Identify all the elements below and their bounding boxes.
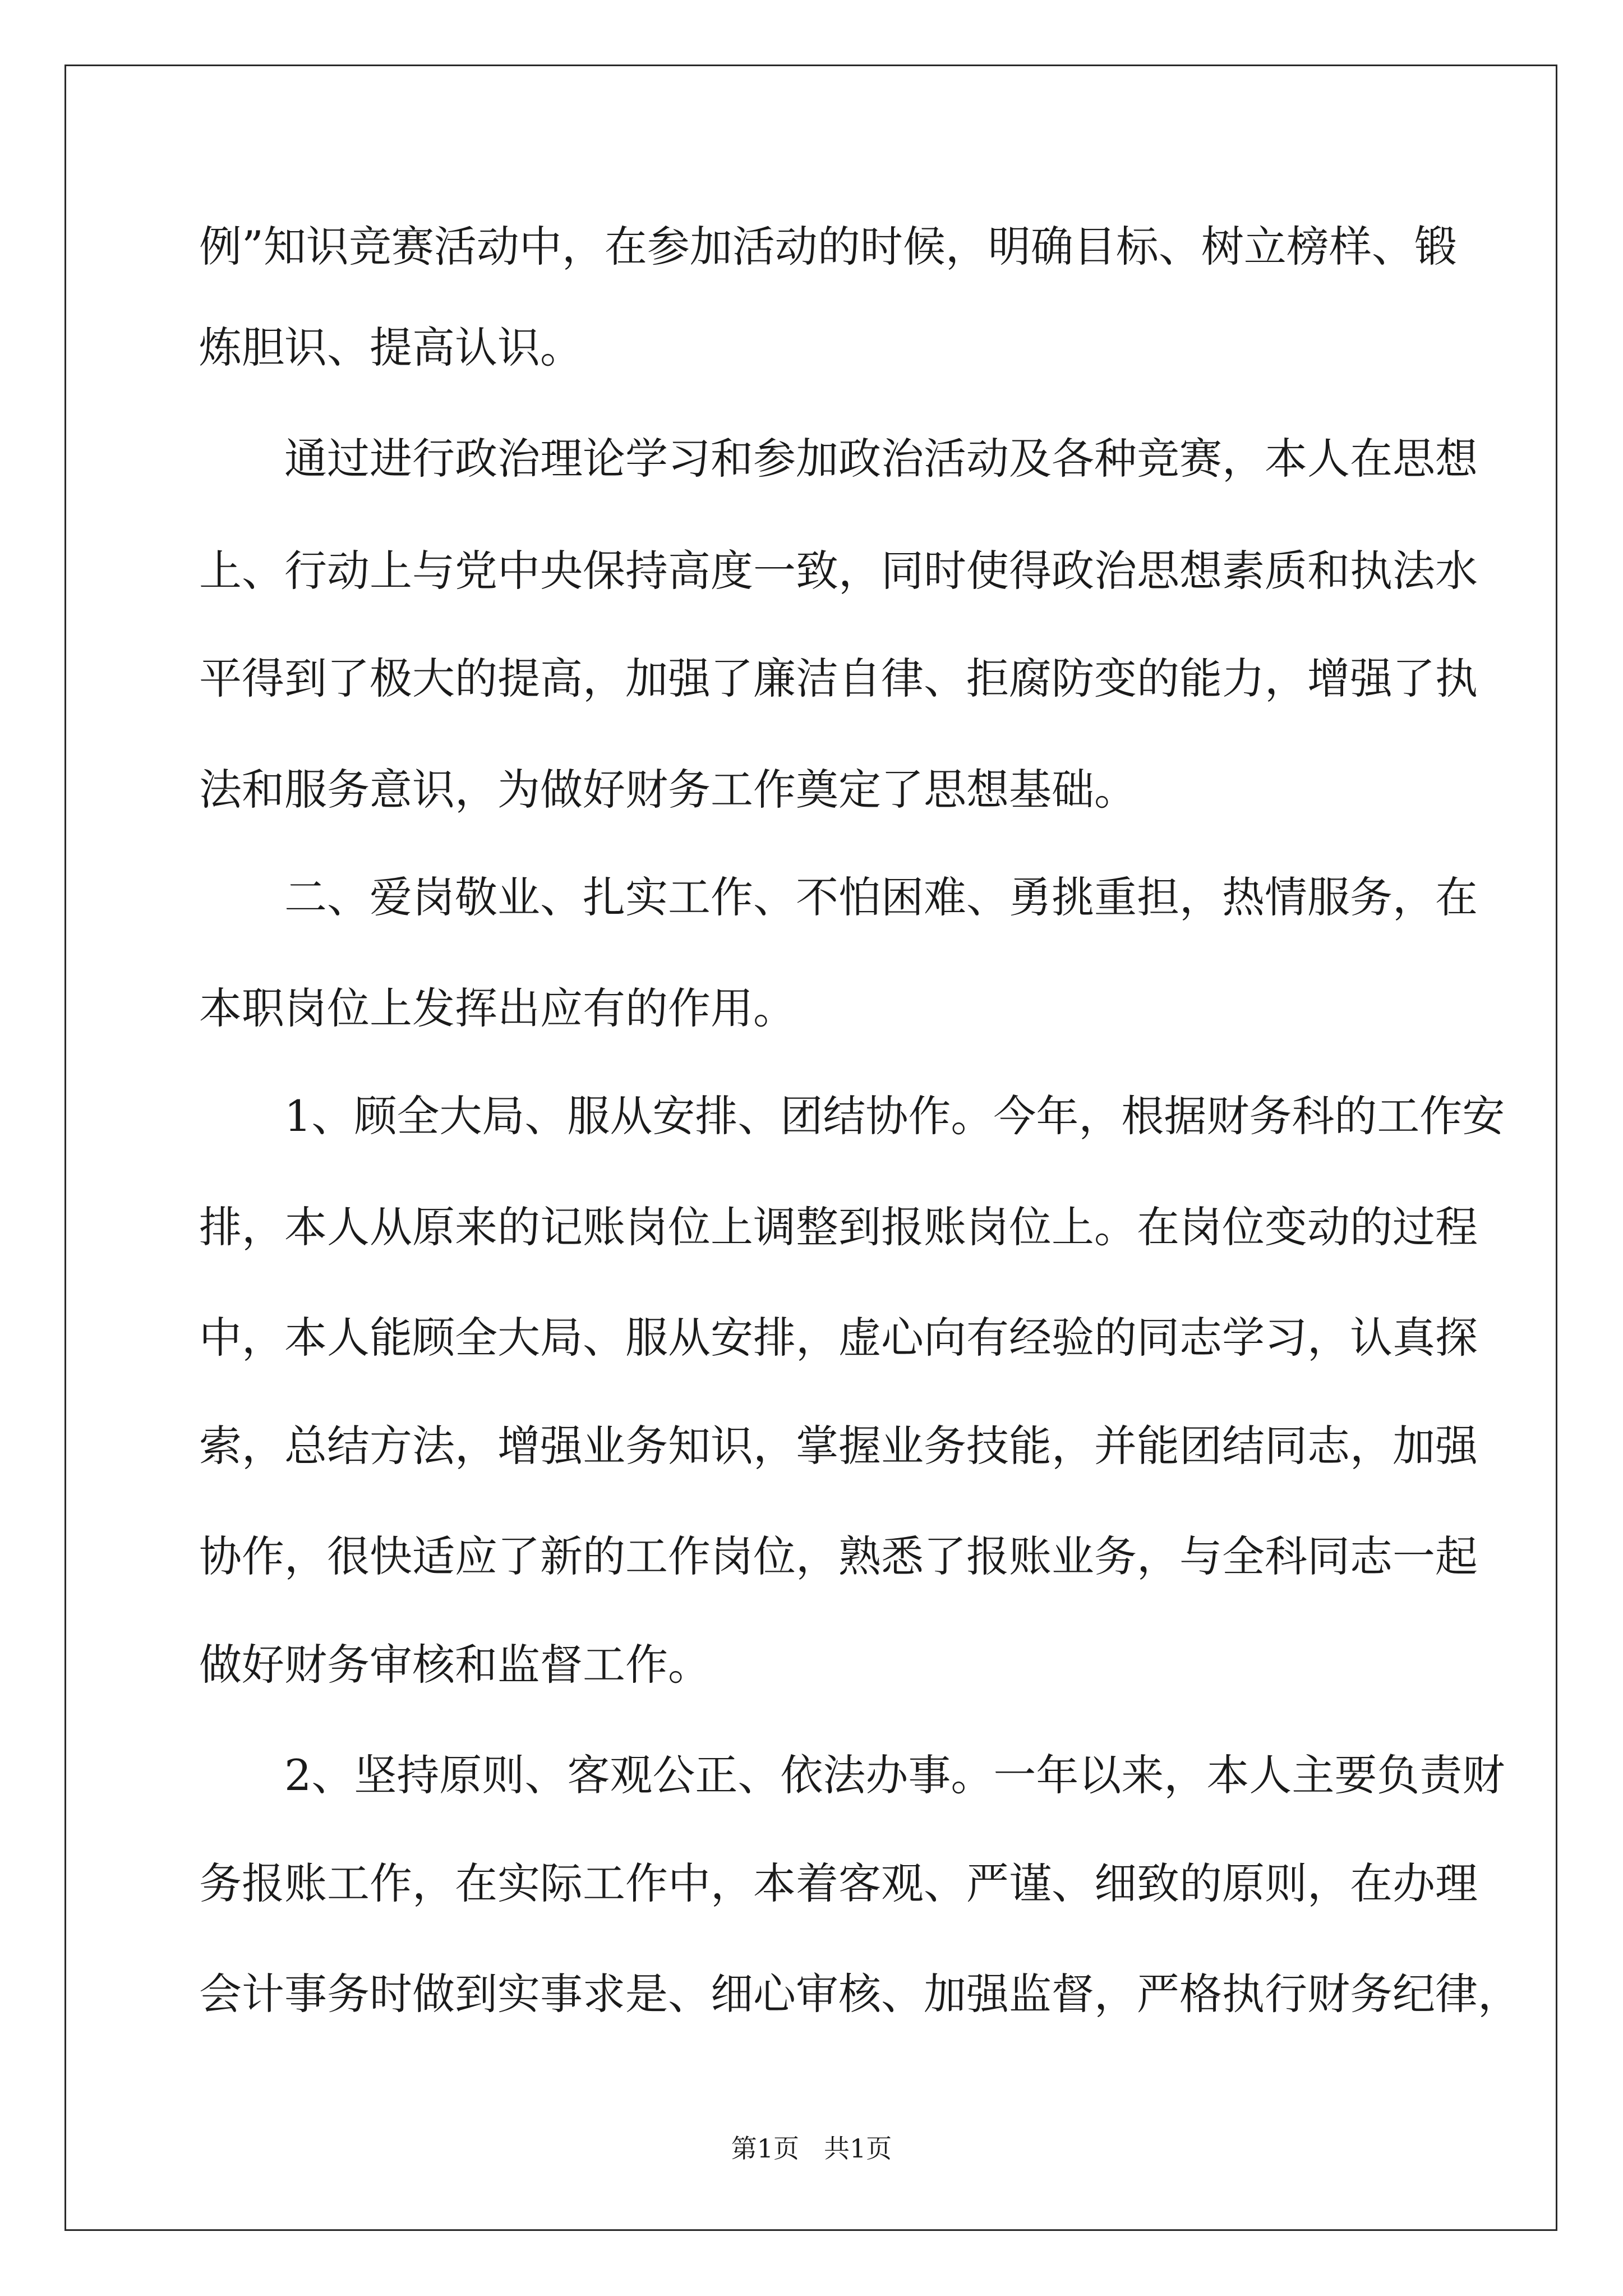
text-line: 索，总结方法，增强业务知识，掌握业务技能，并能团结同志，加强	[199, 1421, 1478, 1471]
text-line: 二、爱岗敬业、扎实工作、不怕困难、勇挑重担，热情服务，在	[284, 872, 1478, 922]
page-total: 共1页	[823, 2133, 892, 2164]
text-line: 排，本人从原来的记账岗位上调整到报账岗位上。在岗位变动的过程	[199, 1202, 1478, 1252]
text-line: 务报账工作，在实际工作中，本着客观、严谨、细致的原则，在办理	[199, 1858, 1478, 1908]
text-line: 做好财务审核和监督工作。	[199, 1640, 711, 1690]
text-line: 法和服务意识，为做好财务工作奠定了思想基础。	[199, 765, 1137, 815]
page-footer	[0, 2132, 1623, 2165]
page-number: 第1页	[731, 2133, 800, 2164]
text-line: 通过进行政治理论学习和参加政治活动及各种竞赛，本人在思想	[284, 434, 1478, 484]
text-line: 上、行动上与党中央保持高度一致，同时使得政治思想素质和执法水	[199, 546, 1478, 596]
text-line: 1、顾全大局、服从安排、团结协作。今年，根据财务科的工作安	[284, 1091, 1505, 1141]
text-line: 炼胆识、提高认识。	[199, 323, 583, 372]
text-line: 例”知识竞赛活动中，在参加活动的时候，明确目标、树立榜样、锻	[199, 222, 1457, 272]
text-line: 会计事务时做到实事求是、细心审核、加强监督，严格执行财务纪律，	[199, 1969, 1520, 2019]
text-line: 本职岗位上发挥出应有的作用。	[199, 983, 796, 1033]
text-line: 平得到了极大的提高，加强了廉洁自律、拒腐防变的能力，增强了执	[199, 654, 1478, 703]
text-line: 2、坚持原则、客观公正、依法办事。一年以来，本人主要负责财	[284, 1750, 1505, 1800]
text-line: 协作，很快适应了新的工作岗位，熟悉了报账业务，与全科同志一起	[199, 1531, 1478, 1581]
text-line: 中，本人能顾全大局、服从安排，虚心向有经验的同志学习，认真探	[199, 1313, 1478, 1363]
